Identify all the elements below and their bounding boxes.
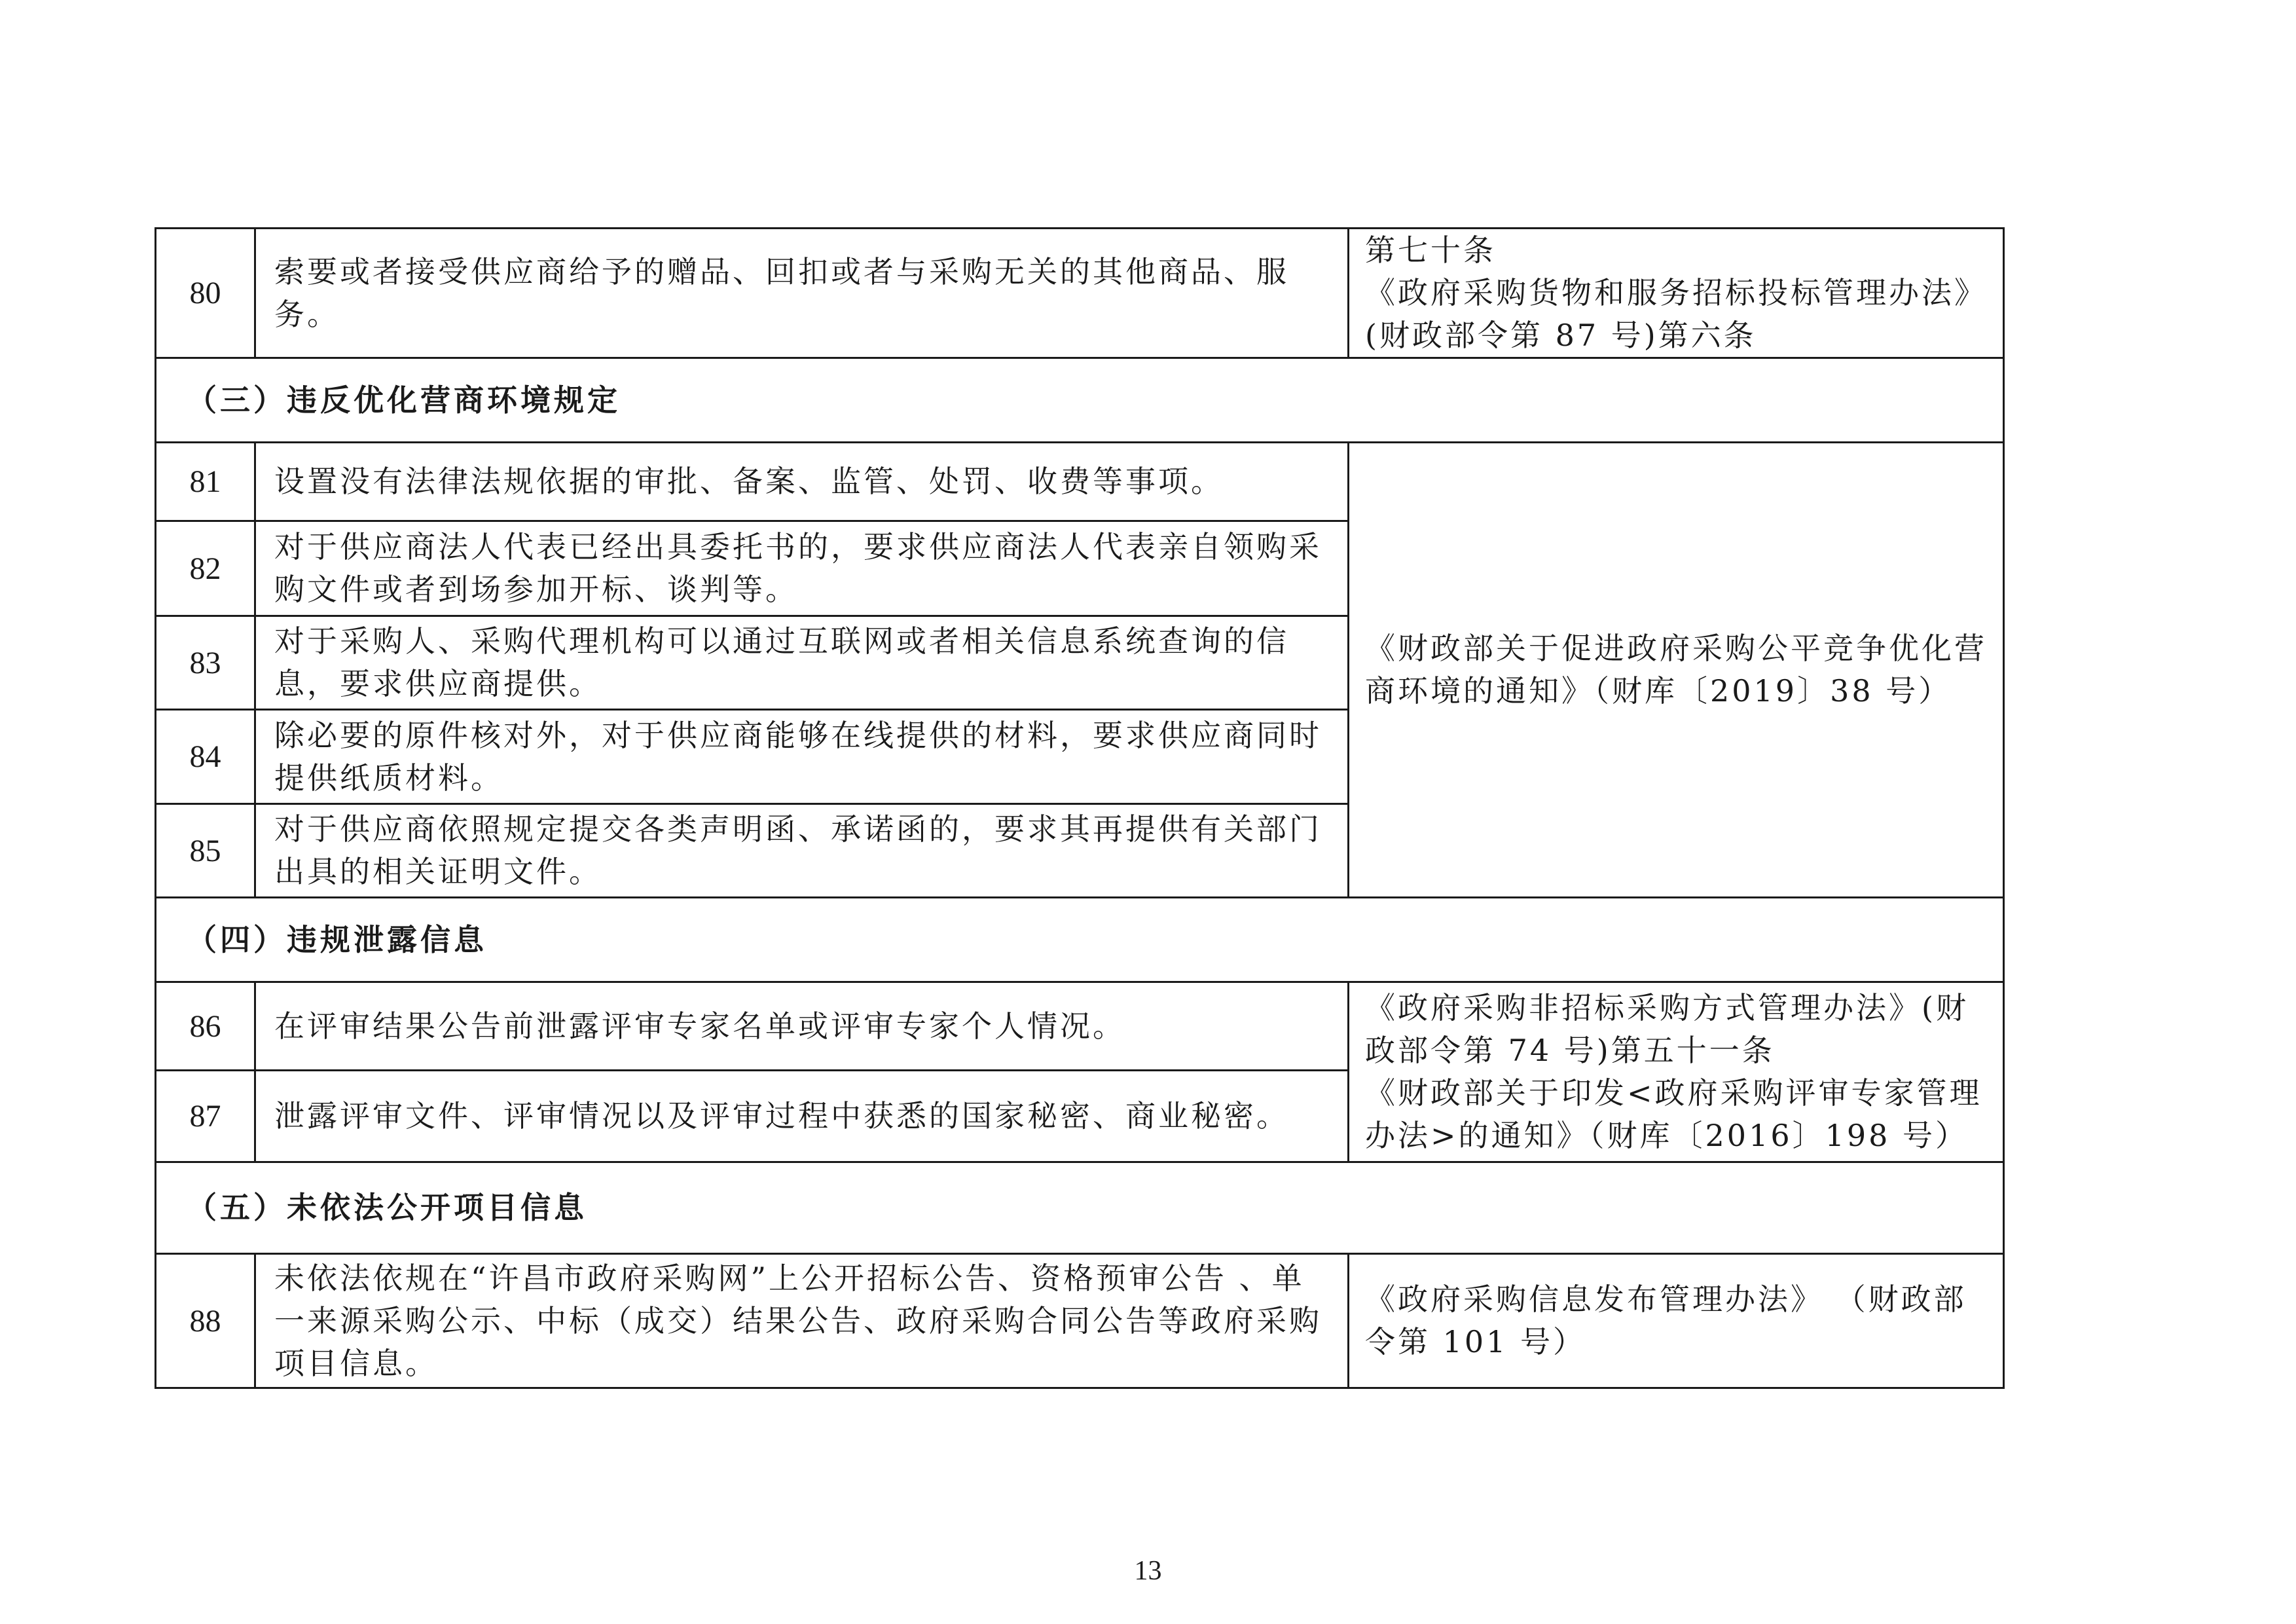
row-content: 泄露评审文件、评审情况以及评审过程中获悉的国家秘密、商业秘密。 [255,1071,1349,1162]
row-content: 对于供应商依照规定提交各类声明函、承诺函的，要求其再提供有关部门出具的相关证明文件。 [255,804,1349,898]
section-header-row [156,358,2004,443]
row-content: 未依法依规在“许昌市政府采购网”上公开招标公告、资格预审公告 、单一来源采购公示、中标（成交）结果公告、政府采购合同公告等政府采购项目信息。 [255,1254,1349,1388]
row-content: 除必要的原件核对外，对于供应商能够在线提供的材料，要求供应商同时提供纸质材料。 [255,710,1349,804]
section-header-row [156,898,2004,982]
row-number: 85 [156,804,255,898]
row-content: 设置没有法律法规依据的审批、备案、监管、处罚、收费等事项。 [255,443,1349,521]
row-basis: 《政府采购信息发布管理办法》 （财政部令第 101 号） [1349,1254,2004,1388]
table-row [156,443,2004,521]
row-basis [1349,982,2004,1162]
row-number: 81 [156,443,255,521]
violations-table [155,227,2005,1389]
row-number: 86 [156,982,255,1071]
table-row [156,982,2004,1071]
row-content: 在评审结果公告前泄露评审专家名单或评审专家个人情况。 [255,982,1349,1071]
row-content: 对于供应商法人代表已经出具委托书的，要求供应商法人代表亲自领购采购文件或者到场参加开标、谈判等。 [255,521,1349,616]
section-heading: （三）违反优化营商环境规定 [156,358,2004,443]
basis-line: (财政部令第 87 号)第六条 [1365,318,1757,353]
basis-line: 《财政部关于印发<政府采购评审专家管理办法>的通知》（财库〔2016〕198 号） [1365,1075,1982,1153]
section-heading: （五）未依法公开项目信息 [156,1162,2004,1254]
basis-line: 《政府采购货物和服务招标投标管理办法》 [1365,275,1987,310]
row-basis: 《财政部关于促进政府采购公平竞争优化营商环境的通知》（财库〔2019〕38 号） [1349,443,2004,898]
basis-line: 第七十条 [1365,232,1496,268]
row-number: 84 [156,710,255,804]
row-number: 88 [156,1254,255,1388]
basis-line: 《政府采购非招标采购方式管理办法》(财政部令第 74 号)第五十一条 [1365,990,1969,1068]
section-header-row [156,1162,2004,1254]
page-number: 13 [1134,1556,1162,1586]
row-number: 87 [156,1071,255,1162]
table-row [156,229,2004,358]
section-heading: （四）违规泄露信息 [156,898,2004,982]
row-number: 82 [156,521,255,616]
table-row [156,1254,2004,1388]
row-number: 83 [156,616,255,710]
row-basis [1349,229,2004,358]
row-content: 索要或者接受供应商给予的赠品、回扣或者与采购无关的其他商品、服务。 [255,229,1349,358]
row-content: 对于采购人、采购代理机构可以通过互联网或者相关信息系统查询的信息，要求供应商提供。 [255,616,1349,710]
row-number: 80 [156,229,255,358]
